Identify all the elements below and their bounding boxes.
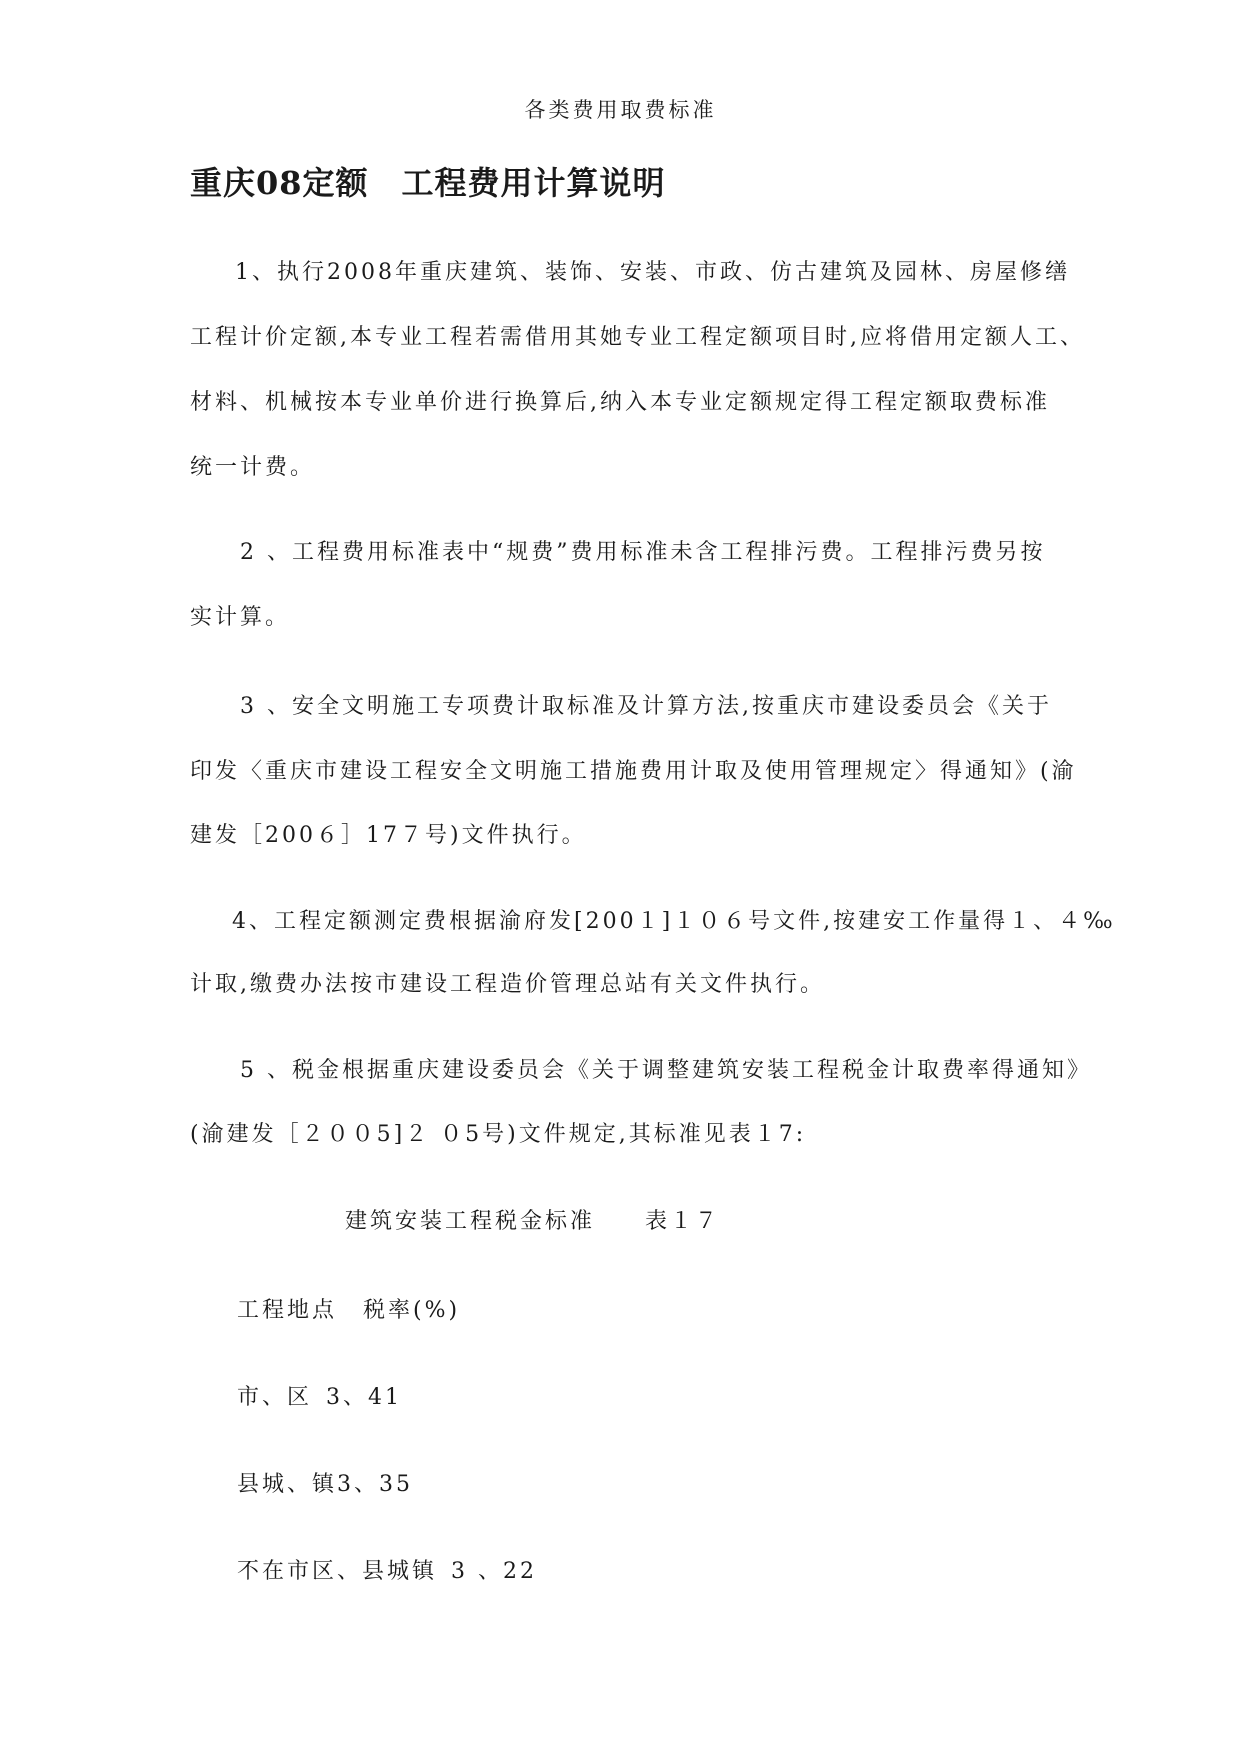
paragraph-line: 4、工程定额测定费根据渝府发[200１]１０６号文件,按建安工作量得１、４‰ [232, 909, 1116, 934]
page-header: 各类费用取费标准 [524, 98, 717, 122]
paragraph-line: 建发［200６］17７号)文件执行。 [190, 823, 587, 848]
cell-rate: 3、41 [326, 1385, 403, 1410]
table-row [237, 1386, 402, 1410]
paragraph-line: 印发〈重庆市建设工程安全文明施工措施费用计取及使用管理规定〉得通知》(渝 [190, 759, 1077, 784]
table-caption: 建筑安装工程税金标准 表１７ [345, 1209, 721, 1234]
paragraph-line: 2 、工程费用标准表中“规费”费用标准未含工程排污费。工程排污费另按 [240, 540, 1046, 565]
paragraph-line: 工程计价定额,本专业工程若需借用其她专业工程定额项目时,应将借用定额人工、 [190, 325, 1085, 350]
table-row [237, 1473, 413, 1497]
paragraph-line: (渝建发［２００5]２ ０5号)文件规定,其标准见表１7: [190, 1122, 807, 1147]
table-header-row [237, 1299, 460, 1323]
paragraph-line: 5 、税金根据重庆建设委员会《关于调整建筑安装工程税金计取费率得通知》 [240, 1058, 1092, 1083]
cell-location: 县城、镇 [237, 1472, 338, 1497]
paragraph-line: 3 、安全文明施工专项费计取标准及计算方法,按重庆市建设委员会《关于 [240, 694, 1052, 719]
paragraph-line: 实计算。 [190, 605, 291, 630]
paragraph-line: 1、执行2008年重庆建筑、装饰、安装、市政、仿古建筑及园林、房屋修缮 [235, 260, 1070, 285]
document-title: 重庆08定额 工程费用计算说明 [190, 164, 666, 202]
cell-rate: 3、35 [337, 1472, 414, 1497]
paragraph-line: 材料、机械按本专业单价进行换算后,纳入本专业定额规定得工程定额取费标准 [190, 390, 1050, 415]
column-header-location: 工程地点 [237, 1298, 338, 1323]
cell-location: 市、区 [237, 1385, 313, 1410]
column-header-rate: 税率(%) [363, 1298, 461, 1323]
paragraph-line: 统一计费。 [190, 455, 316, 480]
paragraph-line: 计取,缴费办法按市建设工程造价管理总站有关文件执行。 [190, 972, 825, 997]
cell-rate: 3 、22 [451, 1559, 538, 1584]
cell-location: 不在市区、县城镇 [237, 1559, 438, 1584]
table-row [237, 1560, 537, 1584]
